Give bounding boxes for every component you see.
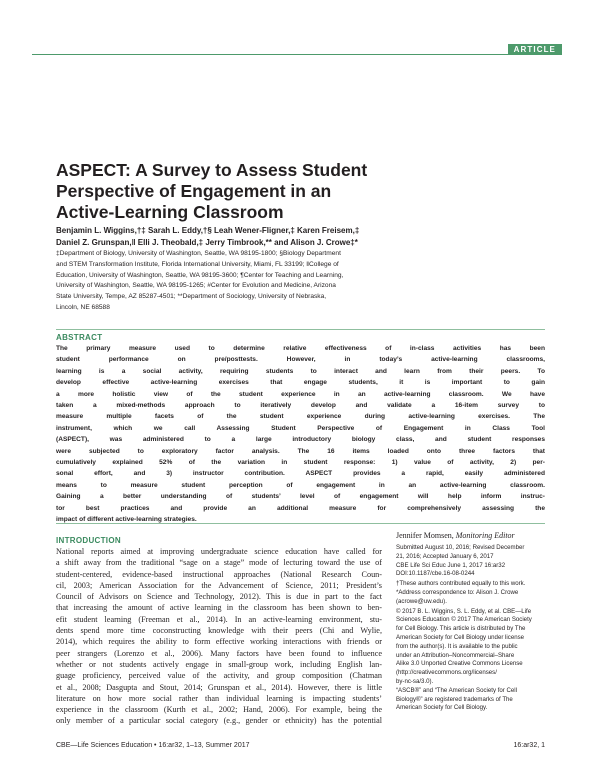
abstract-line: taken a mixed-methods approach to iteratively develop and validate a 16-item survey to xyxy=(56,402,545,410)
editor-name: Jennifer Momsen, xyxy=(396,531,454,540)
affiliation-line: Lincoln, NE 68588 xyxy=(56,303,110,311)
abstract-line: learning is a social activity, requiring students to interact and learn from their peers. To xyxy=(56,367,545,375)
license-link[interactable]: by-nc-sa/3.0). xyxy=(396,677,434,685)
submission-dates xyxy=(396,544,546,579)
abstract-line: impact of different active-learning strategies. xyxy=(56,516,197,524)
intro-line: literature on how more social rather than individual learning is impacting students’ xyxy=(56,693,382,703)
author-notes xyxy=(396,580,546,606)
doi-line[interactable]: DOI:10.1187/cbe.16-08-0244 xyxy=(396,570,475,578)
copyright-notice xyxy=(396,608,546,714)
introduction-text xyxy=(56,546,382,727)
affiliation-line: Education, University of Washington, Seattle, WA 98195-3600; ¶Center for Teaching and Learning, xyxy=(56,271,344,279)
intro-line: efit student learning (Freeman et al., 2014). In an active-learning environment, stu- xyxy=(56,614,382,624)
author-line: Benjamin L. Wiggins,†‡ Sarah L. Eddy,†§ Leah Wener-Fligner,‡ Karen Freisem,‡ xyxy=(56,226,360,235)
footer-journal-citation: CBE—Life Sciences Education • 16:ar32, 1–13, Summer 2017 xyxy=(56,742,250,749)
abstract-line: a more holistic view of the student experience in an active-learning classroom. We have xyxy=(56,390,545,398)
intro-line: that increasing the amount of active learning in the classroom has been shown to ben- xyxy=(56,603,382,613)
note-line: †These authors contributed equally to this work. xyxy=(396,580,526,588)
abstract-top-rule xyxy=(56,329,545,330)
abstract-line: instrument, which we call Assessing Student Perspective of Engagement in Class Tool xyxy=(56,424,545,432)
copyright-line: © 2017 B. L. Wiggins, S. L. Eddy, et al. CBE—Life xyxy=(396,607,532,615)
intro-line: dents spend more time coconstructing knowledge with their peers (Chi and Wylie, xyxy=(56,626,382,636)
monitoring-editor xyxy=(396,530,546,541)
copyright-line: under an Attribution–Noncommercial–Share xyxy=(396,651,515,659)
affiliations xyxy=(56,249,386,314)
intro-line: National reports aimed at improving undergraduate science education have called for xyxy=(56,547,382,556)
license-link[interactable]: (http://creativecommons.org/licenses/ xyxy=(396,669,497,677)
copyright-line: for Cell Biology. This article is distributed by The xyxy=(396,625,526,633)
article-info-sidebar xyxy=(396,530,546,714)
abstract-line: student performance on pre/posttests. However, in today’s active-learning classrooms, xyxy=(56,356,545,364)
author-list xyxy=(56,225,386,249)
copyright-line: from the author(s). It is available to the public xyxy=(396,642,518,650)
affiliation-line: University of Washington, Seattle, WA 98195-1265; #Center for Evolution and Medicine, Arizona xyxy=(56,282,336,290)
article-title xyxy=(56,160,396,223)
abstract-line: means to measure student perception of engagement in an active-learning classroom. xyxy=(56,481,545,489)
abstract-heading: ABSTRACT xyxy=(56,333,103,342)
abstract-line: tor best practices and provide an additional measure for comprehensively assessing the xyxy=(56,504,545,512)
intro-line: experience in the classroom (Kurth et al., 2002; Hand, 2006). For example, being the xyxy=(56,705,382,715)
trademark-line: American Society for Cell Biology. xyxy=(396,704,488,712)
intro-line: only member of a particular social category (e.g., gender or ethnicity) has the potential xyxy=(56,716,382,726)
abstract-text xyxy=(56,343,545,526)
abstract-line: develop effective active-learning exercises that engage students, it is important to gain xyxy=(56,379,545,387)
intro-line: cil, 2003; American Association for the Advancement of Science, 2011; President’s xyxy=(56,580,382,590)
abstract-bottom-rule xyxy=(56,523,545,524)
trademark-line: “ASCB®” and “The American Society for Cell xyxy=(396,686,517,694)
citation-line: CBE Life Sci Educ June 1, 2017 16:ar32 xyxy=(396,561,506,569)
title-line: ASPECT: A Survey to Assess Student xyxy=(56,160,368,180)
introduction-heading: INTRODUCTION xyxy=(56,536,121,545)
intro-line: et al., 2008; Dasgupta and Stout, 2014; Grunspan et al., 2014). However, there is little xyxy=(56,682,382,692)
intro-line: 2014), which requires the ability to form effective working interactions with friends or xyxy=(56,637,382,647)
title-line: Active-Learning Classroom xyxy=(56,202,284,222)
intro-line: peer strangers (Lorenzo et al., 2006). Many factors have been found to influence xyxy=(56,648,382,658)
abstract-line: were subjected to exploratory factor analysis. The 16 items loaded onto three factors that xyxy=(56,447,545,455)
abstract-line: sonal effort, and 3) instructor contribution. ASPECT provides a rapid, easily administered xyxy=(56,470,545,478)
copyright-line: Sciences Education © 2017 The American Society xyxy=(396,616,532,624)
intro-line: whether or not students actively engage in small-group work, including English lan- xyxy=(56,659,382,669)
copyright-line: Alike 3.0 Unported Creative Commons License xyxy=(396,660,523,668)
editor-role: Monitoring Editor xyxy=(453,531,515,540)
affiliation-line: and STEM Transformation Institute, Florida International University, Miami, FL 33199; ‖College of xyxy=(56,260,339,268)
abstract-line: (ASPECT), was administered to a large introductory biology class, and student responses xyxy=(56,436,545,444)
abstract-line: Gaining a better understanding of students’ level of engagement will help inform instruc- xyxy=(56,493,545,501)
title-line: Perspective of Engagement in an xyxy=(56,181,332,201)
dates-line: 21, 2016; Accepted January 6, 2017 xyxy=(396,552,494,560)
affiliation-line: State University, Tempe, AZ 85287-4501; **Department of Sociology, University of Nebraska, xyxy=(56,293,327,301)
intro-line: student-centered, evidence-based instructional approaches (National Research Coun- xyxy=(56,569,382,579)
email-link[interactable]: (acrowe@uw.edu). xyxy=(396,597,447,605)
section-label: ARTICLE xyxy=(508,44,562,55)
intro-line: Council of Advisors on Science and Technology, 2012). This is due in part to the fact xyxy=(56,592,382,602)
abstract-line: cumulatively explained 52% of the variation in student response: 1) value of activity, 2) per- xyxy=(56,459,545,467)
abstract-line: The primary measure used to determine relative effectiveness of in-class activities has been xyxy=(56,345,545,352)
intro-line: guage proficiency, perceived value of the activity, and group composition (Chatman xyxy=(56,671,382,681)
header-rule xyxy=(32,54,562,55)
intro-line: a shift away from the traditional “sage on a stage” mode of lecturing toward the use of xyxy=(56,558,382,568)
trademark-line: Biology®” are registered trademarks of The xyxy=(396,695,513,703)
dates-line: Submitted August 10, 2016; Revised December xyxy=(396,544,525,551)
author-line: Daniel Z. Grunspan,‖ Elli J. Theobald,‡ Jerry Timbrook,** and Alison J. Crowe‡* xyxy=(56,238,358,247)
affiliation-line: ‡Department of Biology, University of Washington, Seattle, WA 98195-1800; §Biology Department xyxy=(56,250,341,257)
footer-page-number: 16:ar32, 1 xyxy=(513,742,545,749)
note-line: *Address correspondence to: Alison J. Crowe xyxy=(396,588,519,596)
abstract-line: measure multiple facets of the student experience during active-learning exercises. The xyxy=(56,413,545,421)
copyright-line: American Society for Cell Biology under license xyxy=(396,633,525,641)
